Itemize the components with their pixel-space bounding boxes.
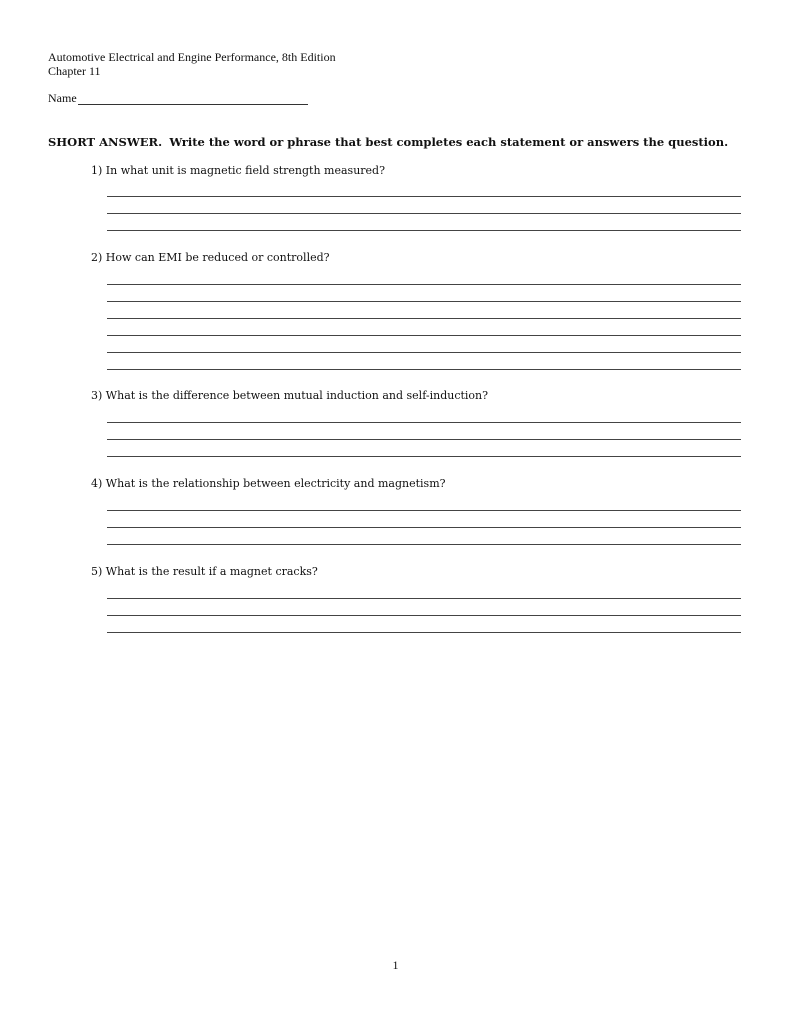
question-text: What is the result if a magnet cracks? (105, 565, 318, 578)
page-header (48, 50, 336, 78)
instructions-text: Write the word or phrase that best completes each statement or answers the question. (169, 135, 729, 149)
chapter-label: Chapter 11 (48, 64, 101, 78)
instructions (48, 135, 728, 149)
answer-line[interactable] (107, 335, 741, 336)
answer-line[interactable] (107, 456, 741, 457)
answer-line[interactable] (107, 284, 741, 285)
book-title: Automotive Electrical and Engine Performance, 8th Edition (48, 50, 336, 64)
answer-line[interactable] (107, 213, 741, 214)
question-text: What is the difference between mutual induction and self-induction? (105, 389, 489, 402)
answer-line[interactable] (107, 369, 741, 370)
question-3 (91, 389, 488, 403)
name-row (48, 91, 308, 105)
question-text: In what unit is magnetic field strength measured? (105, 164, 385, 177)
question-text: What is the relationship between electricity and magnetism? (105, 477, 446, 490)
answer-line[interactable] (107, 632, 741, 633)
name-input-line[interactable] (78, 92, 308, 105)
instructions-heading: SHORT ANSWER. (48, 135, 163, 149)
answer-line[interactable] (107, 352, 741, 353)
answer-line[interactable] (107, 196, 741, 197)
name-label: Name (48, 91, 77, 105)
answer-line[interactable] (107, 615, 741, 616)
question-number: 2) (91, 251, 103, 264)
answer-line[interactable] (107, 230, 741, 231)
answer-line[interactable] (107, 544, 741, 545)
question-1 (91, 164, 385, 178)
page-number: 1 (392, 958, 399, 972)
answer-line[interactable] (107, 301, 741, 302)
answer-line[interactable] (107, 318, 741, 319)
question-2 (91, 251, 330, 265)
question-number: 1) (91, 164, 103, 177)
question-number: 5) (91, 565, 103, 578)
answer-line[interactable] (107, 527, 741, 528)
question-5 (91, 565, 318, 579)
question-4 (91, 477, 446, 491)
question-number: 3) (91, 389, 103, 402)
question-text: How can EMI be reduced or controlled? (105, 251, 330, 264)
question-number: 4) (91, 477, 103, 490)
answer-line[interactable] (107, 422, 741, 423)
answer-line[interactable] (107, 439, 741, 440)
answer-line[interactable] (107, 510, 741, 511)
answer-line[interactable] (107, 598, 741, 599)
